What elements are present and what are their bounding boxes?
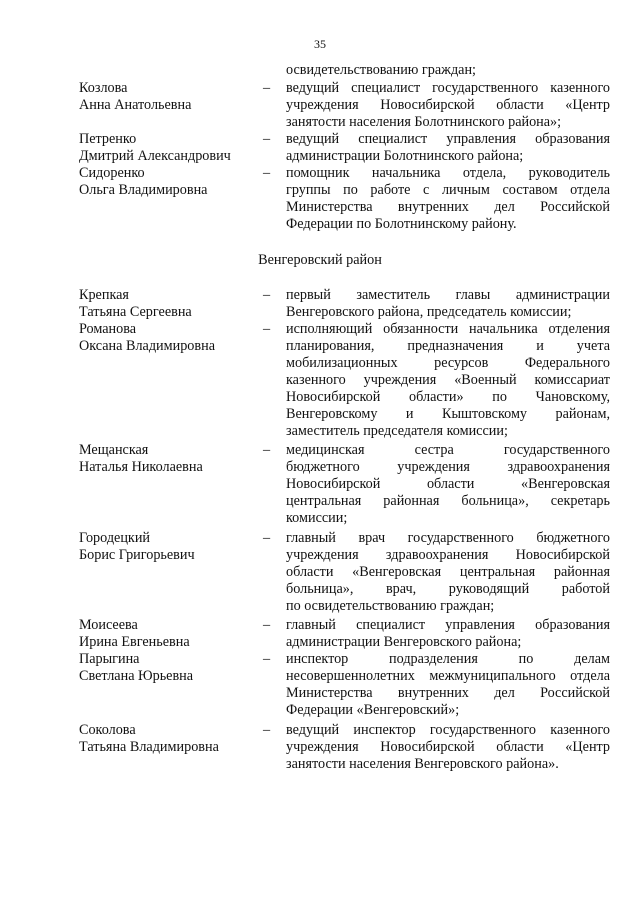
entry-surname: Парыгина bbox=[79, 651, 140, 667]
entry-desc-line: бюджетного учреждения здравоохранения bbox=[286, 459, 610, 475]
continuation-text: освидетельствованию граждан; bbox=[286, 62, 476, 78]
entry-desc-line: несовершеннолетних межмуниципального отдела bbox=[286, 668, 610, 684]
entry-given-names: Ольга Владимировна bbox=[79, 182, 208, 198]
entry-surname: Козлова bbox=[79, 80, 128, 96]
entry-desc-line: центральная районная больница», секретарь bbox=[286, 493, 610, 509]
entry-desc-line: учреждения здравоохранения Новосибирской bbox=[286, 547, 610, 563]
entry-desc-line: казенного учреждения «Военный комиссариат bbox=[286, 372, 610, 388]
entry-given-names: Дмитрий Александрович bbox=[79, 148, 231, 164]
entry-surname: Крепкая bbox=[79, 287, 129, 303]
entry-desc-line: Министерства внутренних дел Российской bbox=[286, 199, 610, 215]
entry-dash: – bbox=[263, 651, 271, 667]
entry-given-names: Светлана Юрьевна bbox=[79, 668, 194, 684]
entry-surname: Городецкий bbox=[79, 530, 151, 546]
entry-desc-line: учреждения Новосибирской области «Центр bbox=[286, 739, 610, 755]
entry-desc-line: группы по работе с личным составом отдела bbox=[286, 182, 610, 198]
entry-surname: Мещанская bbox=[79, 442, 149, 458]
entry-surname: Соколова bbox=[79, 722, 136, 738]
entry-dash: – bbox=[263, 530, 271, 546]
entry-desc-line: Венгеровского района, председатель комиссии; bbox=[286, 304, 572, 320]
entry-dash: – bbox=[263, 722, 271, 738]
entry-dash: – bbox=[263, 131, 271, 147]
entry-dash: – bbox=[263, 442, 271, 458]
entry-given-names: Анна Анатольевна bbox=[79, 97, 192, 113]
entry-desc-line: занятости населения Венгеровского района». bbox=[286, 756, 559, 772]
entry-desc-line: Венгеровскому и Кыштовскому районам, bbox=[286, 406, 610, 422]
entry-desc-line: первый заместитель главы администрации bbox=[286, 287, 610, 303]
entry-desc-line: инспектор подразделения по делам bbox=[286, 651, 610, 667]
entry-given-names: Татьяна Сергеевна bbox=[79, 304, 192, 320]
entry-desc-line: администрации Болотнинского района; bbox=[286, 148, 524, 164]
entry-desc-line: Федерации «Венгеровский»; bbox=[286, 702, 460, 718]
entry-desc-line: ведущий специалист управления образования bbox=[286, 131, 610, 147]
entry-dash: – bbox=[263, 165, 271, 181]
entry-desc-line: планирования, предназначения и учета bbox=[286, 338, 610, 354]
entry-desc-line: ведущий специалист государственного казенного bbox=[286, 80, 610, 96]
entry-desc-line: исполняющий обязанности начальника отделения bbox=[286, 321, 610, 337]
entry-desc-line: медицинская сестра государственного bbox=[286, 442, 610, 458]
entry-dash: – bbox=[263, 321, 271, 337]
entry-desc-line: главный врач государственного бюджетного bbox=[286, 530, 610, 546]
entry-surname: Романова bbox=[79, 321, 137, 337]
entry-desc-line: ведущий инспектор государственного казенного bbox=[286, 722, 610, 738]
entry-surname: Сидоренко bbox=[79, 165, 145, 181]
entry-desc-line: помощник начальника отдела, руководитель bbox=[286, 165, 610, 181]
entry-surname: Моисеева bbox=[79, 617, 138, 633]
entry-desc-line: комиссии; bbox=[286, 510, 348, 526]
entry-given-names: Наталья Николаевна bbox=[79, 459, 203, 475]
entry-given-names: Татьяна Владимировна bbox=[79, 739, 219, 755]
entry-desc-line: занятости населения Болотнинского района»; bbox=[286, 114, 562, 130]
entry-dash: – bbox=[263, 287, 271, 303]
entry-dash: – bbox=[263, 80, 271, 96]
entry-given-names: Оксана Владимировна bbox=[79, 338, 215, 354]
entry-desc-line: области «Венгеровская центральная районная bbox=[286, 564, 610, 580]
entry-given-names: Борис Григорьевич bbox=[79, 547, 195, 563]
entry-given-names: Ирина Евгеньевна bbox=[79, 634, 190, 650]
entry-desc-line: по освидетельствованию граждан; bbox=[286, 598, 495, 614]
page-number: 35 bbox=[314, 37, 326, 51]
entry-desc-line: администрации Венгеровского района; bbox=[286, 634, 522, 650]
entry-dash: – bbox=[263, 617, 271, 633]
section-heading: Венгеровский район bbox=[258, 252, 382, 268]
entry-desc-line: больница», врач, руководящий работой bbox=[286, 581, 610, 597]
entry-desc-line: Министерства внутренних дел Российской bbox=[286, 685, 610, 701]
entry-desc-line: Новосибирской области» по Чановскому, bbox=[286, 389, 610, 405]
entry-desc-line: учреждения Новосибирской области «Центр bbox=[286, 97, 610, 113]
entry-desc-line: заместитель председателя комиссии; bbox=[286, 423, 508, 439]
entry-desc-line: Новосибирской области «Венгеровская bbox=[286, 476, 610, 492]
entry-desc-line: мобилизационных ресурсов Федерального bbox=[286, 355, 610, 371]
entry-desc-line: главный специалист управления образования bbox=[286, 617, 610, 633]
entry-desc-line: Федерации по Болотнинскому району. bbox=[286, 216, 517, 232]
entry-surname: Петренко bbox=[79, 131, 137, 147]
